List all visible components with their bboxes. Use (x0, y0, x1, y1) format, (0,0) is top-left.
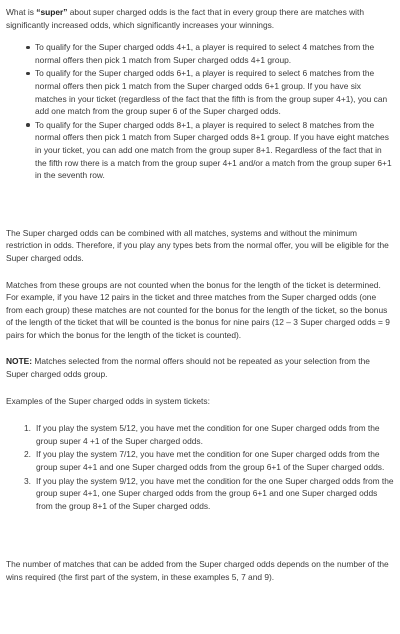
combined-paragraph: The Super charged odds can be combined with all matches, systems and without the minimum restriction in odds. Therefore, if you play any types bets from the normal offer, you will be eligible for the Super charged odds. (6, 227, 389, 263)
intro-highlight: “super” (36, 7, 68, 17)
note-paragraph (6, 355, 394, 380)
list-item: To qualify for the Super charged odds 6+1, a player is required to select 6 matches from the normal offers then pick 1 match from the Super charged odds 6+1 group. If you have six matches in your ticket (regardless of the fact that the fifth is from the group super 4+1), you can add one match from the group super 6 of the Super charged odds. (26, 67, 394, 117)
list-item (24, 448, 394, 473)
list-item-text: If you play the system 5/12, you have met the condition for one Super charged odds from the group super 4 +1 of the Super charged odds. (36, 423, 380, 446)
list-item (24, 475, 394, 513)
list-number: 3. (24, 475, 31, 486)
qualification-list (6, 41, 394, 182)
matches-paragraph: Matches from these groups are not counted when the bonus for the length of the ticket is determined. For example, if you have 12 pairs in the ticket and three matches from the Super charged odds (one from each group) these matches are not counted for the bonus for the length of the ticket, so the bonus of the length of the ticket that will be counted is the bonus for nine pairs (12 – 3 Super charged odds = 9 pairs for which the bonus for the length of the ticket is counted). (6, 279, 390, 340)
intro-prefix: What is (6, 7, 37, 17)
number-paragraph: The number of matches that can be added from the Super charged odds depends on the number of the wins required (the first part of the system, in these examples 5, 7 and 9). (6, 559, 389, 582)
intro-rest: about super charged odds is the fact that in every group there are matches with significantly increased odds, which significantly increases your winnings. (6, 7, 364, 30)
list-item (24, 422, 394, 447)
list-item-text: If you play the system 9/12, you have met the condition for the one Super charged odds from the group super 4+1, one Super charged odds from the group 6+1 and one Super charged odds from the group 8+1 of the Super charged odds. (36, 475, 394, 511)
list-item: To qualify for the Super charged odds 4+1, a player is required to select 4 matches from the normal offers then pick 1 match from Super charged odds 4+1 group. (26, 41, 394, 66)
examples-heading: Examples of the Super charged odds in system tickets: (6, 395, 210, 406)
list-number: 2. (24, 449, 31, 460)
examples-list (6, 422, 394, 512)
intro-paragraph (6, 6, 394, 31)
list-number: 1. (24, 423, 31, 434)
list-item: To qualify for the Super charged odds 8+1, a player is required to select 8 matches from the normal offers then pick 1 match from Super charged odds 8+1 group. If you have eight matches in your ticket, you can add one match from the group super 8+1. Regardless of the fact that in the fifth row there is a match from the group super 4+1 and/or a match from the group super 6+1 in the seventh row. (26, 119, 394, 182)
list-item-text: If you play the system 7/12, you have met the condition for one Super charged odds from the group super 4+1 and one Super charged odds from the group 6+1 of the Super charged odds. (36, 449, 385, 473)
note-text: Matches selected from the normal offers should not be repeated as your selection from the Super charged odds group. (6, 356, 370, 380)
note-label: NOTE: (6, 356, 33, 367)
